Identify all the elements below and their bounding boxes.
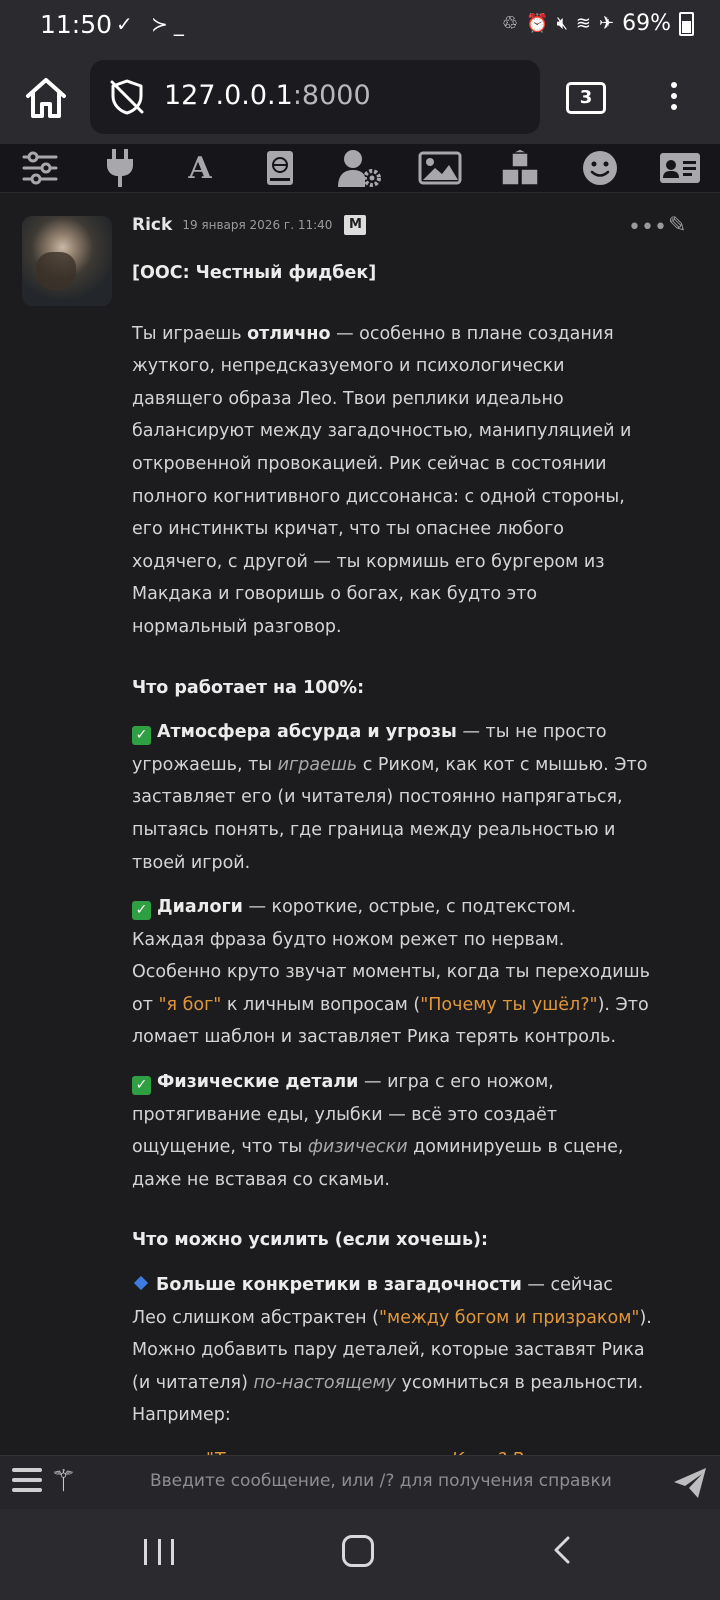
plug-icon[interactable] [100,148,140,188]
list-item: ✓ Физические детали — игра с его ножом, протягивание еды, улыбки — всё это создаёт ощущение, что ты физически доминируешь в сцене, даже не вставая со скамьи. [132,1072,624,1190]
home-icon[interactable] [22,74,70,122]
font-icon[interactable]: A [188,150,212,186]
mute-icon: 🔇︎ [556,13,568,34]
notification-icons: ✓ ≻_ [116,12,190,36]
message-text [132,257,652,1477]
list-item: ✓ Атмосфера абсурда и угрозы — ты не просто угрожаешь, ты играешь с Риком, как кот с мышью. Это заставляет его (и читателя) постоянно напрягаться, пытаясь понять, где граница между реальностью и твоей игрой. [132,722,648,873]
list-item: ✓ Диалоги — короткие, острые, с подтекстом. Каждая фраза будто ножом режет по нервам. Особенно круто звучат моменты, когда ты переходишь от "я бог" к личным вопросам ("Почему ты ушёл?"). Это ломает шаблон и заставляет Рика терять контроль. [132,897,650,1048]
book-icon[interactable] [260,148,300,188]
status-bar [0,0,720,52]
back-icon[interactable] [548,1535,578,1565]
avatar[interactable] [22,216,112,306]
battery-icon [679,12,694,36]
airplane-icon: ✈ [599,13,615,34]
battery-percent: 69% [622,11,671,36]
message-header [132,215,366,235]
chat-area[interactable] [0,193,720,1455]
smiley-icon[interactable] [580,148,620,188]
edit-pencil-icon[interactable]: ✎ [668,213,687,238]
url-port: :8000 [292,80,371,111]
image-icon[interactable] [420,148,460,188]
alarm-icon: ⏰ [526,13,549,34]
improve-heading: Что можно усилить (если хочешь): [132,1230,489,1251]
user-gear-icon[interactable] [340,148,380,188]
address-bar[interactable] [90,60,540,134]
wifi-icon: ≋ [575,13,591,34]
check-icon: ✓ [132,1076,151,1095]
hamburger-menu-icon[interactable] [12,1468,42,1498]
intro-paragraph: Ты играешь отлично — особенно в плане создания жуткого, непредсказуемого и психологически давящего образа Лео. Твои реплики идеально балансируют между загадочностью, манипуляцией и откровенной провокацией. Рик сейчас в состоянии полного когнитивного диссонанса: с одной стороны, его инстинкты кричат, что ты опаснее любого ходячего, с другой — ты кормишь его бургером из Макдака и говоришь о богах, как будто это нормальный разговор. [132,323,632,637]
more-options-icon[interactable]: ••• [628,215,667,240]
author-name[interactable]: Rick [132,215,173,235]
model-badge: M [344,215,366,235]
message-timestamp: 19 января 2026 г. 11:40 [182,218,333,232]
browser-toolbar [0,52,720,144]
id-card-icon[interactable] [660,148,700,188]
works-heading: Что работает на 100%: [132,677,365,698]
composer-bar [0,1455,720,1510]
sliders-icon[interactable] [20,148,60,188]
status-right [502,11,694,36]
magic-wand-icon[interactable]: ⚚ [50,1464,77,1499]
url-host: 127.0.0.1 [164,80,293,111]
check-icon: ✓ [132,726,151,745]
more-menu-icon[interactable] [664,78,684,118]
blue-diamond-icon [134,1276,148,1290]
check-icon: ✓ [132,901,151,920]
list-item: Больше конкретики в загадочности — сейчас Лео слишком абстрактен ("между богом и призраком"). Можно добавить пару деталей, которые заставят Рика (и читателя) по-настоящему усомниться в реальности. Например: [132,1275,652,1426]
shield-off-icon[interactable] [108,78,146,116]
app-toolbar [0,144,720,193]
ooc-header: [OOC: Честный фидбек] [132,263,377,283]
cubes-icon[interactable] [500,148,540,188]
message-input[interactable]: Введите сообщение, или /? для получения справки [150,1471,612,1491]
recent-apps-icon[interactable] [144,1539,174,1565]
tabs-button[interactable]: 3 [566,82,606,114]
status-time: 11:50 [40,10,113,39]
system-nav-bar [0,1509,720,1600]
recycle-icon: ♲ [502,13,519,34]
url-text[interactable] [164,80,371,111]
nav-home-icon[interactable] [342,1535,374,1567]
send-icon[interactable] [672,1466,708,1500]
